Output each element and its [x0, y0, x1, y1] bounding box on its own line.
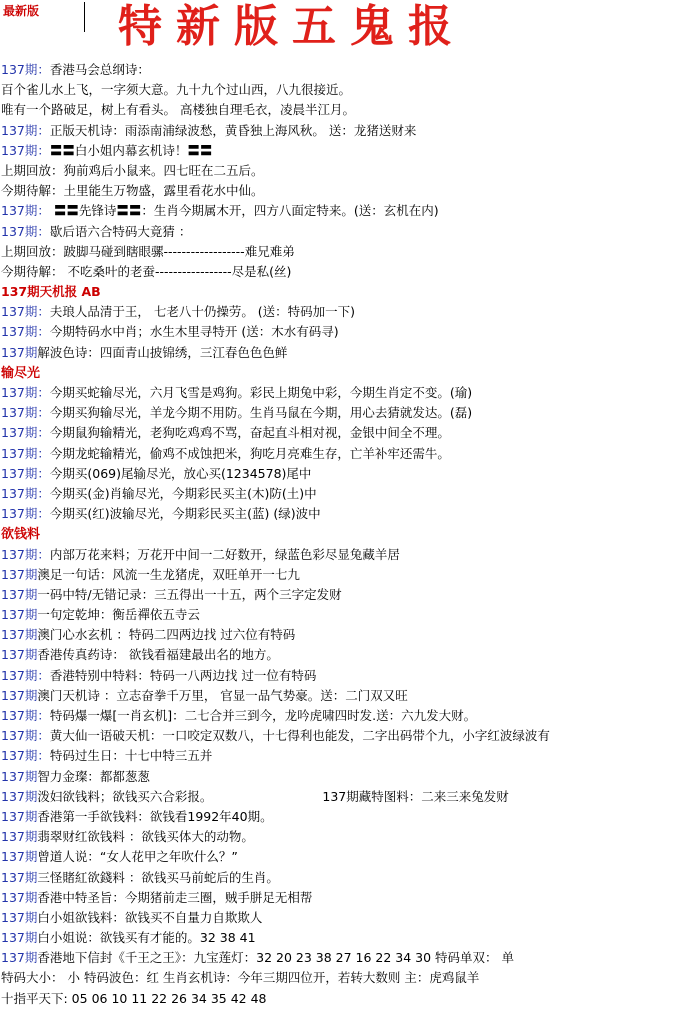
line-text: 正版天机诗：雨添南浦绿波愁，黄昏独上海风秋。 送：龙猪送财来	[49, 122, 417, 138]
line-text: 今期龙蛇输精光，偷鸡不成蚀把米，狗吃月亮难生存，亡羊补牢还需牛。	[49, 445, 450, 461]
edition-label: 最新版	[3, 4, 40, 18]
line-text: 今期买(069)尾输尽光，放心买(1234578)尾中	[49, 465, 312, 481]
text-line	[0, 282, 681, 302]
text-line	[0, 484, 681, 504]
issue-prefix: 137期：	[1, 203, 50, 219]
text-line	[0, 787, 681, 807]
text-line	[0, 161, 681, 181]
issue-prefix: 137期：	[1, 485, 50, 501]
text-line	[0, 181, 681, 201]
text-line	[0, 666, 681, 686]
issue-prefix: 137期	[1, 849, 38, 865]
text-line	[0, 504, 681, 524]
line-text: 澳门天机诗 ：立志奋拳千万里， 官显一品气势豪。送：二门双又旺	[37, 687, 408, 703]
line-text: 今期买(红)波输尽光，今期彩民买主(蓝) (绿)波中	[49, 506, 321, 522]
issue-prefix: 137期：	[1, 385, 50, 400]
issue-prefix: 137期：	[1, 728, 50, 744]
text-line	[0, 100, 681, 120]
issue-prefix: 137期：	[1, 708, 50, 723]
line-text: 今期买狗输尽光，羊龙今期不用防。生肖马鼠在今期，用心去猜就发达。(磊)	[49, 405, 473, 421]
issue-prefix: 137期	[1, 607, 38, 623]
text-line	[0, 141, 681, 161]
text-line	[0, 847, 681, 867]
issue-prefix: 137期：	[1, 546, 50, 562]
text-line	[0, 928, 681, 948]
line-text: 上期回放：狗前鸡后小鼠来。四七旺在二五后。	[1, 162, 264, 178]
header	[0, 0, 681, 60]
text-line	[0, 565, 681, 585]
issue-prefix: 137期：	[1, 122, 50, 138]
issue-prefix: 137期：	[1, 506, 50, 522]
line-text: 香港中特圣旨：今期猪前走三圈，贼手胼足无相帮	[37, 889, 313, 905]
line-text: 解波色诗：四面青山披锦绣，三江春色色色鲜	[37, 344, 288, 360]
text-line	[0, 726, 681, 746]
issue-prefix: 137期	[1, 808, 38, 824]
issue-prefix: 137期：	[1, 405, 50, 421]
text-line	[0, 645, 681, 665]
text-line	[0, 80, 681, 100]
text-line	[0, 242, 681, 262]
issue-prefix: 137期：	[1, 445, 50, 461]
line-text: 特码大小： 小 特码波色：红 生肖玄机诗：今年三期四位开，若转大数则 主：虎鸡鼠羊	[1, 970, 480, 986]
line-text: 曾道人说：“女人花甲之年吹什么？”	[37, 849, 238, 865]
issue-prefix: 137期	[1, 869, 38, 885]
content-lines	[0, 60, 681, 1009]
text-line	[0, 767, 681, 787]
text-line	[0, 686, 681, 706]
line-text: 特码过生日：十七中特三五并	[49, 748, 213, 764]
line-text: 一码中特/无错记录：三五得出一十五，两个三字定发财	[37, 586, 342, 602]
line-text: 夫琅人品清于王， 七老八十仍操劳。 (送：特码加一下)	[49, 304, 356, 320]
line-text: 智力金璨：都都葱葱	[37, 768, 150, 784]
issue-prefix: 137期	[1, 909, 38, 925]
text-line	[0, 444, 681, 464]
text-line	[0, 746, 681, 766]
text-line	[0, 423, 681, 443]
issue-prefix: 137期：	[1, 667, 50, 683]
line-text: 唯有一个路破足，树上有看头。 高楼独自理毛衣，凌晨半江月。	[1, 102, 355, 118]
line-text: 内部万花来料；万花开中间一二好数开，绿蓝色彩尽显兔藏羊居	[49, 546, 400, 562]
line-text: 白小姐欲钱料：欲钱买不自量力自欺欺人	[37, 909, 263, 925]
issue-prefix: 137期：	[1, 748, 50, 764]
issue-prefix: 137期	[1, 829, 38, 845]
issue-prefix: 137期：	[1, 465, 50, 481]
text-line	[0, 827, 681, 847]
text-line	[0, 383, 681, 403]
issue-prefix: 137期	[1, 647, 38, 663]
text-line	[0, 60, 681, 80]
line-text: 上期回放：跛脚马碰到瞎眼骡------------------难兄难弟	[1, 243, 295, 259]
text-line	[0, 363, 681, 383]
issue-prefix: 137期：	[1, 324, 50, 340]
text-line	[0, 403, 681, 423]
text-line	[0, 908, 681, 928]
line-extra: 137期藏特图料：二来三来兔发财	[322, 788, 509, 804]
page-title: 特新版五鬼报	[118, 1, 466, 52]
text-line	[0, 322, 681, 342]
divider	[84, 2, 85, 32]
line-text: 香港传真药诗： 欲钱看福建最出名的地方。	[37, 647, 279, 663]
line-text: 今期买(金)肖输尽光，今期彩民买主(木)防(土)中	[49, 485, 317, 501]
line-text: 翡翠财红欲钱料 ：欲钱买体大的动物。	[37, 829, 254, 845]
line-text: 〓〓先锋诗〓〓：生肖今期属木开，四方八面定特来。(送：玄机在内)	[49, 203, 439, 219]
text-line	[0, 968, 681, 988]
issue-prefix: 137期	[1, 930, 38, 946]
text-line	[0, 545, 681, 565]
text-line	[0, 201, 681, 221]
section-heading: 输尽光	[1, 365, 41, 381]
text-line	[0, 989, 681, 1009]
text-line	[0, 464, 681, 484]
text-line	[0, 222, 681, 242]
issue-prefix: 137期	[1, 788, 38, 804]
line-text: 百个雀儿水上飞，一字须大意。九十九个过山西，八九很接近。	[1, 82, 352, 98]
line-text: 黄大仙一语破天机：一口咬定双数八，十七得利也能发，二字出码带个九，小字红波绿波有	[49, 728, 550, 744]
line-text: 泼妇欲钱料；欲钱买六合彩报。	[37, 788, 213, 804]
line-text: 香港地下信封《千王之王》：九宝莲灯：32 20 23 38 27 16 22 34 30 特码单双： 单	[37, 950, 514, 966]
text-line	[0, 868, 681, 888]
issue-prefix: 137期	[1, 566, 38, 582]
section-heading: 欲钱料	[1, 527, 41, 543]
line-text: 今期买蛇输尽光，六月飞雪是鸡狗。彩民上期兔中彩，今期生肖定不变。(瑜)	[49, 385, 473, 400]
issue-prefix: 137期	[1, 950, 38, 966]
line-text: 歇后语六合特码大竟猜 ：	[49, 223, 192, 239]
issue-prefix: 137期	[1, 687, 38, 703]
text-line	[0, 585, 681, 605]
text-line	[0, 262, 681, 282]
line-text: 香港马会总纲诗：	[49, 62, 150, 77]
text-line	[0, 343, 681, 363]
issue-prefix: 137期：	[1, 304, 50, 320]
line-text: 澳足一句话：风流一生龙猪虎，双旺单开一七九	[37, 566, 300, 582]
text-line	[0, 605, 681, 625]
line-text: 今期待解：土里能生万物盛，露里看花水中仙。	[1, 183, 264, 199]
issue-prefix: 137期	[1, 889, 38, 905]
line-text: 一句定乾坤：衡岳禪依五寺云	[37, 607, 200, 623]
issue-prefix: 137期：	[1, 425, 50, 441]
line-text: 香港第一手欲钱料：欲钱看1992年40期。	[37, 808, 273, 824]
text-line	[0, 948, 681, 968]
text-line	[0, 302, 681, 322]
text-line	[0, 888, 681, 908]
issue-prefix: 137期	[1, 344, 38, 360]
line-text: 〓〓白小姐内幕玄机诗！〓〓	[49, 142, 213, 158]
text-line	[0, 121, 681, 141]
line-text: 十指平天下: 05 06 10 11 22 26 34 35 42 48	[1, 990, 267, 1006]
line-text: 澳门心水玄机 ：特码二四两边找 过六位有特码	[37, 627, 296, 643]
line-text: 今期待解： 不吃桑叶的老蚕-----------------尽是私(丝)	[1, 263, 292, 279]
text-line	[0, 625, 681, 645]
issue-prefix: 137期	[1, 627, 38, 643]
line-text: 三怪賭紅欲錢料 ：欲钱买马前蛇后的生肖。	[37, 869, 279, 885]
line-text: 白小姐说：欲钱买有才能的。32 38 41	[37, 930, 256, 946]
issue-prefix: 137期	[1, 768, 38, 784]
text-line	[0, 706, 681, 726]
issue-prefix: 137期	[1, 586, 38, 602]
line-text: 特码爆一爆[一肖玄机]：二七合并三到今，龙吟虎啸四时发.送：六九发大财。	[49, 708, 477, 723]
line-text: 香港特别中特料：特码一八两边找 过一位有特码	[49, 667, 317, 683]
issue-prefix: 137期：	[1, 62, 50, 77]
issue-prefix: 137期：	[1, 223, 50, 239]
text-line	[0, 524, 681, 544]
line-text: 137期天机报 AB	[1, 284, 101, 300]
issue-prefix: 137期：	[1, 142, 50, 158]
line-text: 今期鼠狗输精光，老狗吃鸡鸡不骂，奋起直斗相对视，金银中间全不理。	[49, 425, 450, 441]
line-text: 今期特码水中肖；水生木里寻特开 (送：木水有码寻)	[49, 324, 339, 340]
text-line	[0, 807, 681, 827]
